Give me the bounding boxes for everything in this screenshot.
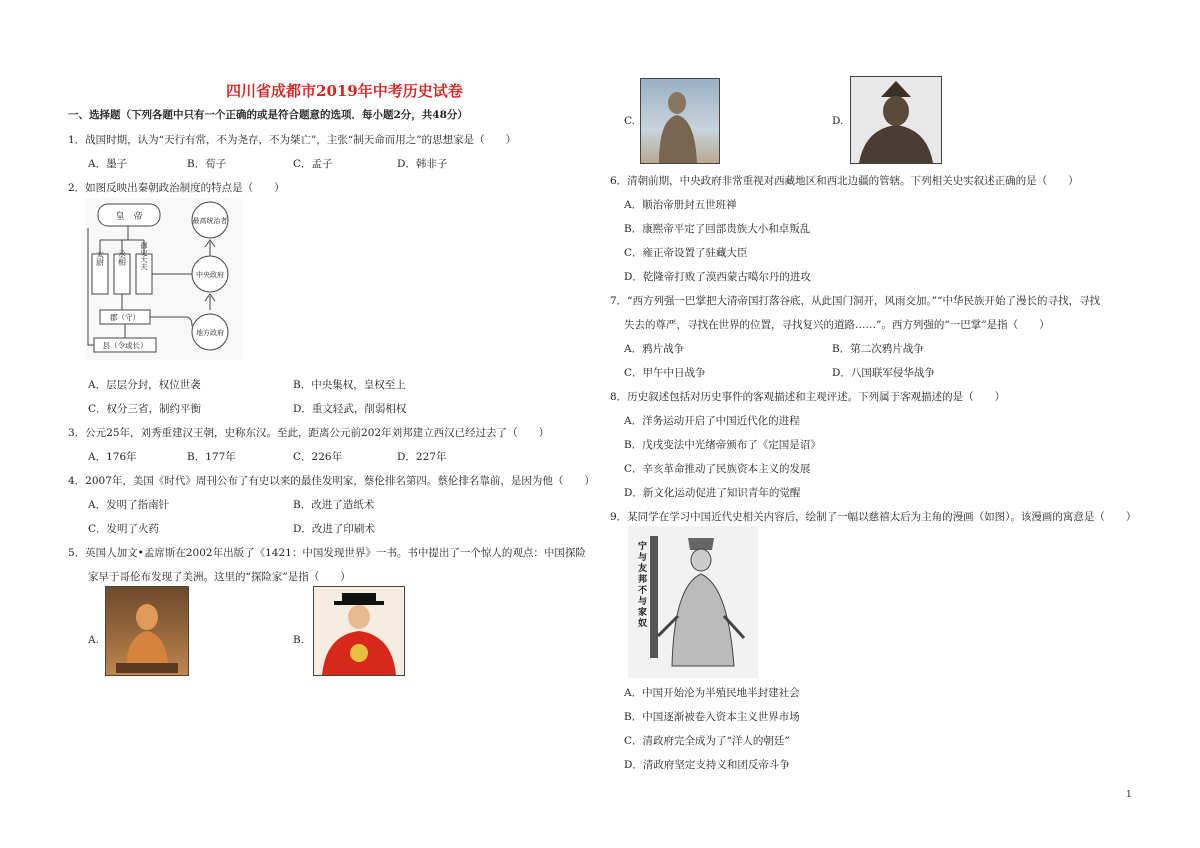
option-b-portrait-image[interactable] bbox=[313, 586, 405, 676]
question-7-stem-line1: 7．“西方列强一巴掌把大清帝国打落谷底，从此国门洞开，风雨交加。”“中华民族开始了漫长的寻找，寻找 bbox=[610, 295, 1101, 307]
question-4-option-c[interactable]: C．发明了火药 bbox=[88, 523, 160, 535]
question-2-option-a[interactable]: A．层层分封，权位世袭 bbox=[88, 379, 201, 391]
question-5-option-d[interactable]: D. bbox=[832, 115, 844, 127]
question-3-stem: 3．公元25年，刘秀重建汉王朝，史称东汉。至此，距离公元前202年刘邦建立西汉已经过去了（ ） bbox=[68, 427, 550, 439]
question-5-stem-line2: 家早于哥伦布发现了美洲。这里的“探险家”是指（ ） bbox=[88, 571, 351, 583]
question-8-option-a[interactable]: A．洋务运动开启了中国近代化的进程 bbox=[624, 415, 800, 427]
question-3-option-a[interactable]: A．176年 bbox=[88, 451, 137, 463]
question-9-option-d[interactable]: D．清政府坚定支持义和团反帝斗争 bbox=[624, 759, 790, 771]
cixi-cartoon-image bbox=[628, 526, 758, 678]
diagram-emperor: 皇 帝 bbox=[115, 212, 143, 222]
question-8-option-c[interactable]: C．辛亥革命推动了民族资本主义的发展 bbox=[624, 463, 811, 475]
diagram-taiwei: 太尉 bbox=[95, 250, 105, 266]
question-1-stem: 1．战国时期，认为“天行有常，不为尧存，不为桀亡”，主张“制天命而用之”的思想家是（ ） bbox=[68, 134, 517, 146]
question-1-option-a[interactable]: A．墨子 bbox=[88, 158, 128, 170]
question-9-option-a[interactable]: A．中国开始沦为半殖民地半封建社会 bbox=[624, 687, 800, 699]
diagram-yushi: 御史大夫 bbox=[140, 242, 148, 270]
diagram-top-ruler: 最高统治者 bbox=[192, 217, 228, 225]
question-5-option-a[interactable]: A. bbox=[88, 634, 99, 646]
question-4-option-d[interactable]: D．改进了印刷术 bbox=[293, 523, 375, 535]
question-5-option-c[interactable]: C. bbox=[624, 115, 635, 127]
diagram-chengxiang: 丞相 bbox=[117, 250, 127, 266]
question-9-option-c[interactable]: C．清政府完全成为了“洋人的朝廷” bbox=[624, 735, 790, 747]
page-title: 四川省成都市2019年中考历史试卷 bbox=[226, 82, 463, 100]
question-3-option-b[interactable]: B．177年 bbox=[187, 451, 236, 463]
question-2-option-b[interactable]: B．中央集权，皇权至上 bbox=[293, 379, 406, 391]
question-5-stem-line1: 5．英国人加文•孟席斯在2002年出版了《1421：中国发现世界》一书。书中提出了一个惊人的观点：中国探险 bbox=[68, 547, 586, 559]
question-4-option-a[interactable]: A．发明了指南针 bbox=[88, 499, 170, 511]
question-7-option-b[interactable]: B．第二次鸦片战争 bbox=[832, 343, 924, 355]
qin-political-diagram bbox=[86, 198, 242, 360]
diagram-xian: 县（令或长） bbox=[102, 341, 148, 350]
question-2-option-c[interactable]: C．权分三省，制约平衡 bbox=[88, 403, 202, 415]
question-6-option-d[interactable]: D．乾隆帝打败了漠西蒙古噶尔丹的进攻 bbox=[624, 271, 811, 283]
question-1-option-c[interactable]: C．孟子 bbox=[293, 158, 333, 170]
question-1-option-b[interactable]: B．荀子 bbox=[187, 158, 227, 170]
question-1-option-d[interactable]: D．韩非子 bbox=[397, 158, 448, 170]
option-d-bust-image[interactable] bbox=[850, 76, 942, 164]
question-3-option-c[interactable]: C．226年 bbox=[293, 451, 343, 463]
question-6-option-a[interactable]: A．顺治帝册封五世班禅 bbox=[624, 199, 737, 211]
question-7-option-c[interactable]: C．甲午中日战争 bbox=[624, 367, 706, 379]
question-9-option-b[interactable]: B．中国逐渐被卷入资本主义世界市场 bbox=[624, 711, 800, 723]
question-8-option-d[interactable]: D．新文化运动促进了知识青年的觉醒 bbox=[624, 487, 801, 499]
question-7-option-a[interactable]: A．鸦片战争 bbox=[624, 343, 685, 355]
section-heading: 一、选择题（下列各题中只有一个正确的或是符合题意的选项．每小题2分，共48分） bbox=[68, 109, 468, 121]
question-6-option-c[interactable]: C．雍正帝设置了驻藏大臣 bbox=[624, 247, 748, 259]
diagram-local: 地方政府 bbox=[196, 329, 224, 337]
cartoon-caption: 宁与友邦不与家奴 bbox=[638, 542, 648, 629]
option-a-statue-image[interactable] bbox=[105, 586, 189, 676]
question-5-option-b[interactable]: B. bbox=[293, 634, 305, 646]
question-7-stem-line2: 失去的尊严，寻找在世界的位置，寻找复兴的道路……”。西方列强的“一巴掌”是指（ ） bbox=[624, 319, 1050, 331]
option-c-statue-image[interactable] bbox=[640, 78, 720, 164]
question-6-stem: 6．清朝前期，中央政府非常重视对西藏地区和西北边疆的管辖。下列相关史实叙述正确的是（ ） bbox=[610, 175, 1079, 187]
diagram-central: 中央政府 bbox=[196, 271, 224, 279]
question-8-stem: 8．历史叙述包括对历史事件的客观描述和主观评述。下列属于客观描述的是（ ） bbox=[610, 391, 1006, 403]
question-3-option-d[interactable]: D．227年 bbox=[397, 451, 447, 463]
question-2-stem: 2．如图反映出秦朝政治制度的特点是（ ） bbox=[68, 182, 285, 194]
question-4-stem: 4．2007年，美国《时代》周刊公布了有史以来的最佳发明家，蔡伦排名第四。蔡伦排名靠前，是因为他（ ） bbox=[68, 475, 595, 487]
diagram-jun: 郡（守） bbox=[110, 313, 140, 322]
question-6-option-b[interactable]: B．康熙帝平定了回部贵族大小和卓叛乱 bbox=[624, 223, 811, 235]
question-7-option-d[interactable]: D．八国联军侵华战争 bbox=[832, 367, 935, 379]
question-4-option-b[interactable]: B．改进了造纸术 bbox=[293, 499, 375, 511]
question-8-option-b[interactable]: B．戊戌变法中光绪帝颁布了《定国是诏》 bbox=[624, 439, 821, 451]
question-9-stem: 9．某同学在学习中国近代史相关内容后，绘制了一幅以慈禧太后为主角的漫画（如图）。该漫画的寓意是（ ） bbox=[610, 511, 1137, 523]
page-number: 1 bbox=[1126, 790, 1132, 800]
question-2-option-d[interactable]: D．重文轻武，削弱相权 bbox=[293, 403, 407, 415]
